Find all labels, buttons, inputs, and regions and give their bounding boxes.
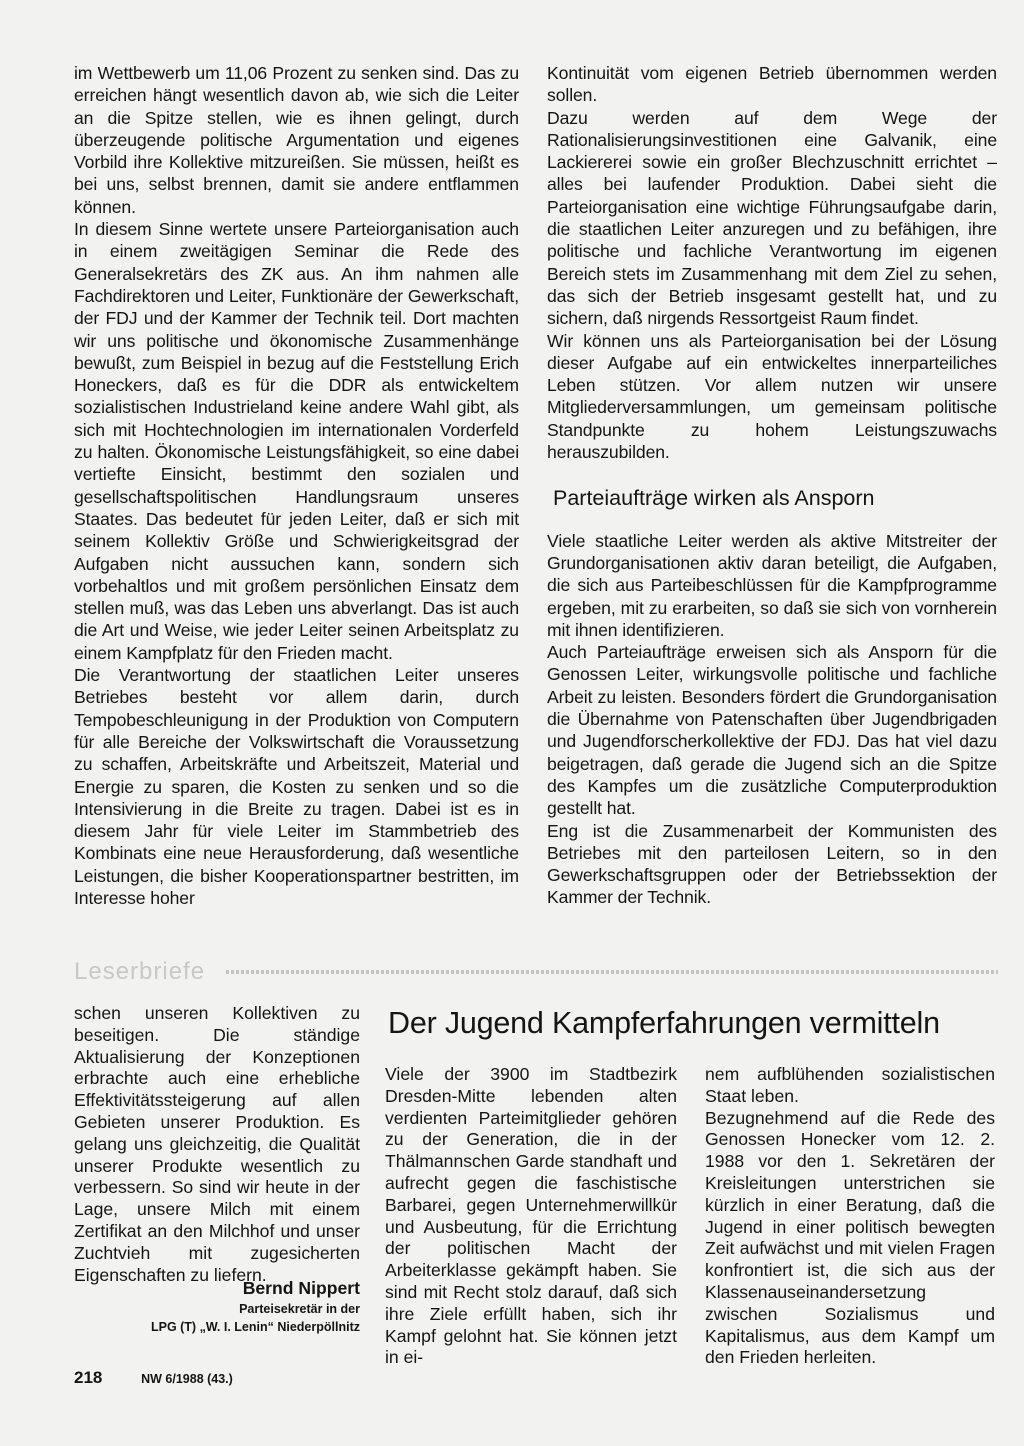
paragraph: Kontinuität vom eigenen Betrieb übernommen werden sollen. [547,63,997,106]
paragraph: In diesem Sinne wertete unsere Parteiorganisation auch in einem zweitägigen Seminar die Rede des Generalsekretärs des ZK aus. An ihm nahmen alle Fachdirektoren und Leiter, Funktionäre der Gewerkschaft, der FDJ und der Kammer der Technik teil. Dort machten wir uns politische und ökonomische Zusammenhänge bewußt, zum Beispiel in bezug auf die Feststellung Erich Honeckers, daß es für die DDR als entwickeltem sozialistischen Industrieland keine andere Wahl gibt, als sich mit Hochtechnologien im internationalen Vorderfeld zu halten. Ökonomische Leistungsfähigkeit, so eine dabei vertiefte Einsicht, bestimmt den sozialen und gesellschaftspolitischen Handlungsraum unseres Staates. Das bedeutet für jeden Leiter, daß er sich mit seinem Kollektiv Größe und Schwierigkeitsgrad der Aufgaben nicht aussuchen kann, sondern sich vorbehaltlos und mit großem persönlichen Einsatz dem stellen muß, was das Leben uns abverlangt. Das ist auch die Art und Weise, wie jeder Leiter seinen Arbeitsplatz zu einem Kampfplatz für den Frieden macht. [74,219,519,663]
paragraph: Viele staatliche Leiter werden als aktive Mitstreiter der Grundorganisationen aktiv daran beteiligt, die Aufgaben, die sich aus Parteibeschlüssen für die Kampfprogramme ergeben, mit zu erarbeiten, so daß sie sich von vornherein mit ihnen identifizieren. [547,530,997,640]
signature-role: Parteisekretär in der [239,1302,360,1316]
article-right-column [547,62,997,909]
paragraph: Viele der 3900 im Stadtbezirk Dresden-Mitte lebenden alten verdienten Parteimitglieder gehören zu der Generation, die in der Thälmannschen Garde standhaft und aufrecht gegen die faschistische Barbarei, gegen Unternehmerwillkür und Ausbeutung, für die Errichtung der politischen Macht der Arbeiterklasse gekämpft haben. Sie sind mit Recht stolz darauf, daß sich ihre Ziele erfüllt haben, sich ihr Kampf gelohnt hat. Sie können jetzt in ei- [385,1064,677,1368]
issue-label: NW 6/1988 (43.) [141,1372,233,1386]
signature-role: LPG (T) „W. I. Lenin“ Niederpöllnitz [150,1320,360,1334]
paragraph: Die Verantwortung der staatlichen Leiter unseres Betriebes besteht vor allem darin, durch Tempobeschleunigung in der Produktion von Computern für alle Bereiche der Volkswirtschaft die Voraussetzung zu schaffen, Arbeitskräfte und Arbeitszeit, Material und Energie zu sparen, die Kosten zu senken und so die Intensivierung in die Breite zu tragen. Dabei ist es in diesem Jahr für viele Leiter im Stammbetrieb des Kombinats eine neue Herausforderung, daß wesentliche Leistungen, die bisher Kooperationspartner bestritten, im Interesse hoher [74,665,519,908]
letter-column-3 [705,1064,995,1369]
letter-signature [74,1276,360,1336]
letter-title: Der Jugend Kampferfahrungen vermitteln [388,1006,940,1040]
page-number: 218 [74,1368,103,1387]
section-label: Leserbriefe [74,958,206,985]
subheading: Parteiaufträge wirken als Ansporn [553,486,875,511]
paragraph: Wir können uns als Parteiorganisation bei der Lösung dieser Aufgabe auf ein entwickeltes innerparteiliches Leben stützen. Vor allem nutzen wir unsere Mitgliederversammlungen, um gemeinsam politische Standpunkte zu hohem Leistungszuwachs herauszubilden. [547,330,997,463]
paragraph: schen unseren Kollektiven zu beseitigen. Die ständige Aktualisierung der Konzeptionen erbrachte auch eine erhebliche Effektivitätssteigerung auf allen Gebieten unserer Produktion. Es gelang uns gleichzeitig, die Qualität unserer Produkte wesentlich zu verbessern. So sind wir heute in der Lage, unsere Milch mit einem Zertifikat an den Milchhof und unser Zuchtvieh mit zugesicherten Eigenschaften zu liefern. [74,1003,360,1285]
section-rule [226,970,998,974]
leserbriefe-section-band [74,958,998,984]
paragraph: Eng ist die Zusammenarbeit der Kommunisten des Betriebes mit den parteilosen Leitern, so in den Gewerkschaftsgruppen oder der Betriebssektion der Kammer der Technik. [547,820,997,908]
paragraph: Dazu werden auf dem Wege der Rationalisierungsinvestitionen eine Galvanik, eine Lackiererei sowie ein großer Blechzuschnitt errichtet – alles bei laufender Produktion. Dabei sieht die Parteiorganisation eine wichtige Führungsaufgabe darin, die staatlichen Leiter anzuregen und zu befähigen, ihre politische und fachliche Verantwortung im eigenen Bereich stets im Zusammenhang mit dem Ziel zu sehen, das sich der Betrieb insgesamt gestellt hat, und zu sichern, daß nirgends Ressortgeist Raum findet. [547,107,997,329]
article-left-column [74,62,519,909]
paragraph: nem aufblühenden sozialistischen Staat leben. [705,1064,995,1106]
paragraph: im Wettbewerb um 11,06 Prozent zu senken sind. Das zu erreichen hängt wesentlich davon ab, wie sich die Leiter an die Spitze stellen, wie es ihnen gelingt, durch überzeugende politische Argumentation und eigenes Vorbild ihre Kollektive mitzureißen. Sie müssen, heißt es bei uns, selbst brennen, damit sie andere entflammen können. [74,63,519,217]
letter-column-2 [385,1064,677,1369]
letter-column-1 [74,1003,360,1286]
signature-name: Bernd Nippert [242,1278,360,1298]
paragraph: Bezugnehmend auf die Rede des Genossen Honecker vom 12. 2. 1988 vor den 1. Sekretären der Kreisleitungen unterstrichen sie kürzlich in einer Beratung, daß die Jugend in einer politisch bewegten Zeit aufwächst und mit vielen Fragen konfrontiert ist, die sich aus der Klassenauseinandersetzung zwischen Sozialismus und Kapitalismus, aus dem Kampf um den Frieden herleiten. [705,1107,995,1368]
page-footer [74,1368,233,1388]
paragraph: Auch Parteiaufträge erweisen sich als Ansporn für die Genossen Leiter, wirkungsvolle politische und fachliche Arbeit zu leisten. Besonders fördert die Grundorganisation die Übernahme von Patenschaften über Jugendbrigaden und Jugendforscherkollektive der FDJ. Das hat viel dazu beigetragen, daß gerade die Jugend sich an die Spitze des Kampfes um die zusätzliche Computerproduktion gestellt hat. [547,642,997,819]
